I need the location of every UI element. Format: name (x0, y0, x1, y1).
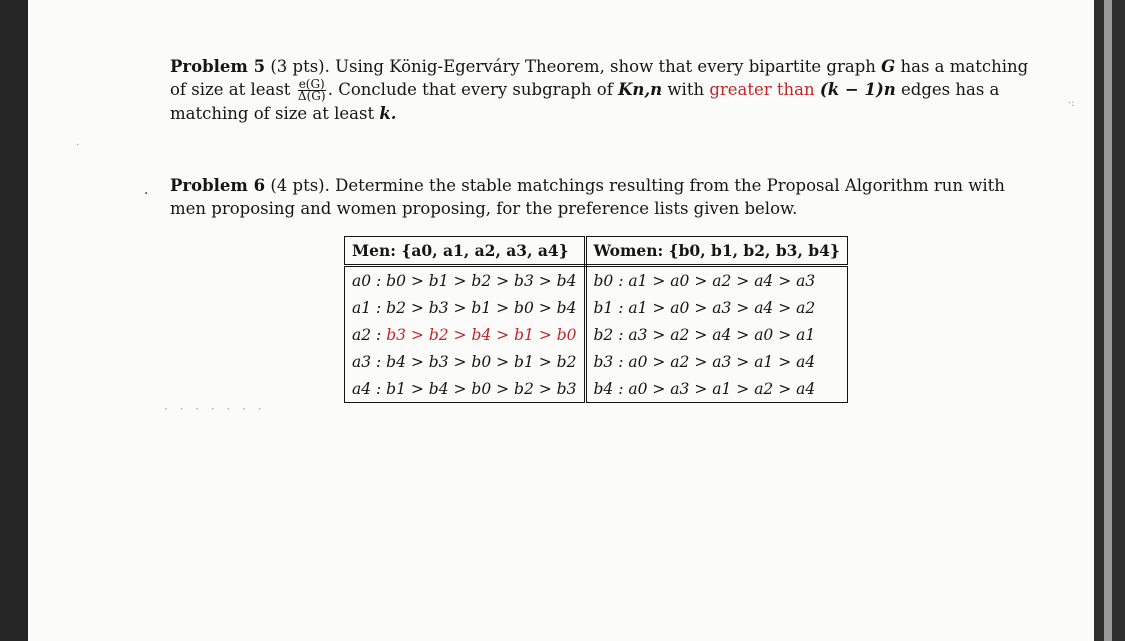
stray-dots: · · · · · · · (164, 402, 266, 416)
fraction-numerator: e(G) (298, 77, 325, 91)
problem-6-title: Problem 6 (170, 176, 266, 195)
bullet-dot: · (144, 186, 149, 202)
women-preference: b2 : a3 > a2 > a4 > a0 > a1 (593, 325, 816, 344)
document-page (28, 0, 1094, 641)
women-preference: b3 : a0 > a2 > a3 > a1 > a4 (593, 352, 816, 371)
men-header: Men: {a0, a1, a2, a3, a4} (345, 237, 586, 266)
problem-6-points: (4 pts). (270, 176, 330, 195)
highlighted-men-preference: b3 > b2 > b4 > b1 > b0 (386, 325, 577, 344)
table-row (345, 321, 848, 348)
stray-mark: · (76, 140, 80, 151)
men-preference (345, 321, 586, 348)
men-preference: a4 : b1 > b4 > b0 > b2 > b3 (345, 375, 586, 403)
problem-5-text-b: has a matching of size at least (170, 57, 1029, 99)
problem-5-text-c: . Conclude that every subgraph of (327, 80, 613, 99)
table-row (345, 266, 848, 295)
men-preference: a3 : b4 > b3 > b0 > b1 > b2 (345, 348, 586, 375)
problem-6-text: Determine the stable matchings resulting from the Proposal Algorithm run with men proposing and women proposing, for the preference lists given below. (170, 176, 1005, 218)
right-gray-stripe (1104, 0, 1112, 641)
table-row (345, 348, 848, 375)
stray-mark: ·: (1068, 98, 1075, 109)
graph-variable: G (881, 57, 896, 76)
fraction-denominator: Δ(G) (297, 89, 326, 103)
problem-5-text-d: with (667, 80, 705, 99)
problem-5-title: Problem 5 (170, 57, 266, 76)
edge-count-expression: (k − 1)n (819, 80, 896, 99)
table-row (345, 294, 848, 321)
women-preference: b4 : a0 > a3 > a1 > a2 > a4 (593, 379, 816, 398)
highlighted-phrase: greater than (709, 80, 815, 99)
problem-5-points: (3 pts). (270, 57, 330, 76)
men-label: a2 : (352, 325, 382, 344)
problem-6 (170, 174, 1030, 220)
men-preference: a1 : b2 > b3 > b1 > b0 > b4 (345, 294, 586, 321)
women-preference: b1 : a1 > a0 > a3 > a4 > a2 (593, 298, 816, 317)
men-preference: a0 : b0 > b1 > b2 > b3 > b4 (345, 266, 586, 295)
table-header-row (345, 237, 848, 266)
women-preference: b0 : a1 > a0 > a2 > a4 > a3 (593, 271, 816, 290)
k-variable: k. (379, 104, 397, 123)
problem-5-text-a: Using König-Egerváry Theorem, show that every bipartite graph (335, 57, 876, 76)
left-dark-border (0, 0, 28, 641)
complete-bipartite-symbol: Kn,n (618, 80, 663, 99)
preference-table (344, 236, 848, 403)
problem-5 (170, 55, 1030, 125)
fraction (298, 79, 326, 102)
problem-5-text-e: edges has a matching of size at least (170, 80, 1000, 123)
right-dark-border (1094, 0, 1125, 641)
table-row (345, 375, 848, 403)
women-header: Women: {b0, b1, b2, b3, b4} (585, 237, 847, 266)
